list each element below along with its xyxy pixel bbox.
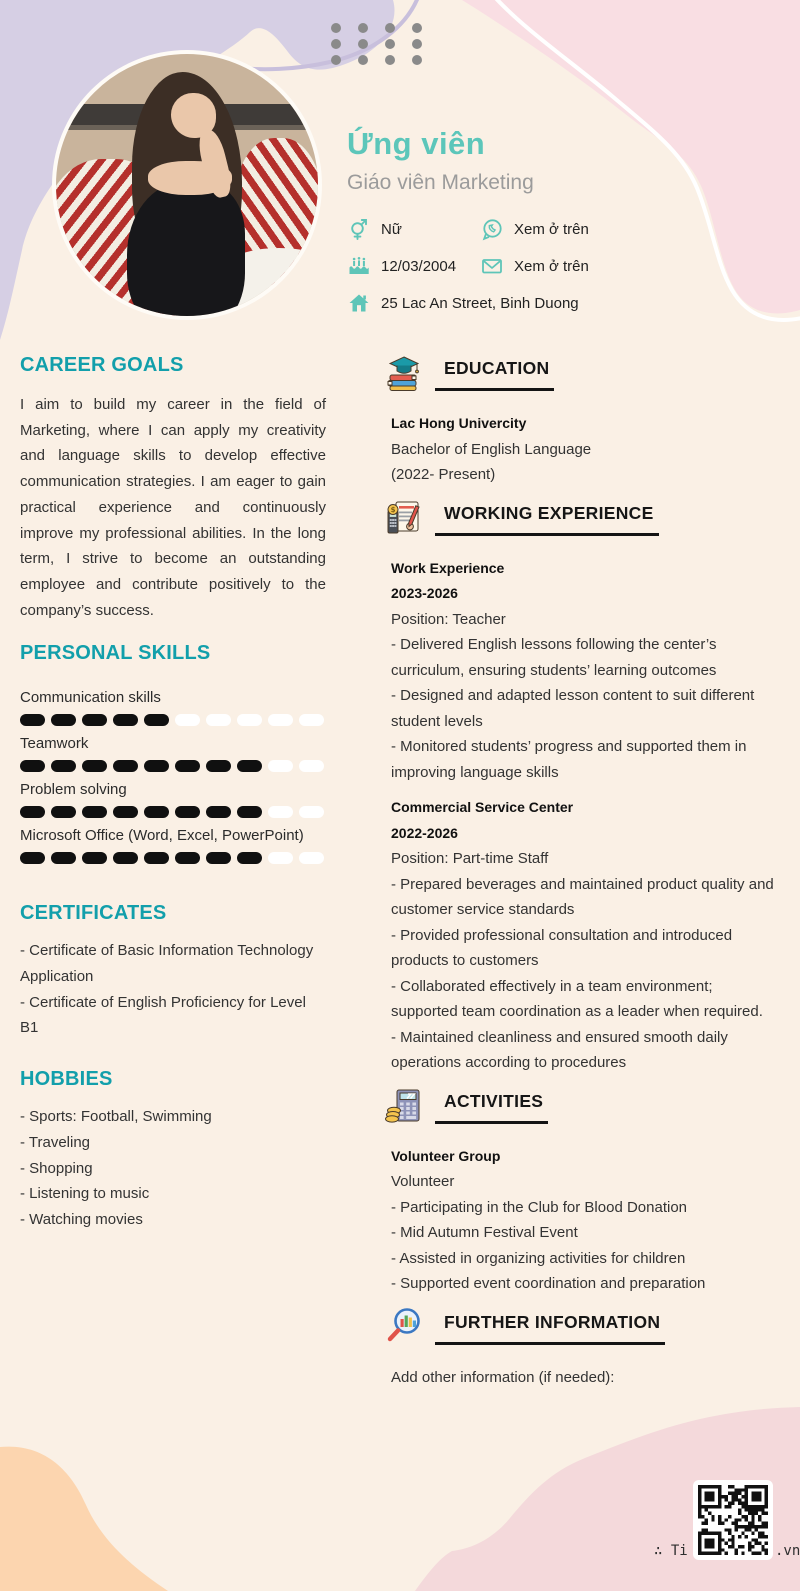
skill-pill-filled xyxy=(82,806,107,818)
photo-person-face xyxy=(171,93,216,138)
skill-level-bar xyxy=(20,714,326,726)
contact-birthday xyxy=(347,254,480,278)
decor-dot xyxy=(385,55,395,65)
activities-header xyxy=(384,1085,776,1125)
decor-dot xyxy=(385,23,395,33)
skill-label: Microsoft Office (Word, Excel, PowerPoint) xyxy=(20,827,304,845)
job-position: Position: Teacher xyxy=(391,610,506,628)
education-title: EDUCATION xyxy=(435,358,554,391)
skill-pill-empty xyxy=(237,714,262,726)
decor-dot xyxy=(358,23,368,33)
skill-level-bar xyxy=(20,806,326,818)
header xyxy=(347,126,777,315)
hobbies-list xyxy=(20,1104,326,1233)
experience-body xyxy=(391,556,776,1076)
career-goals-text: I aim to build my career in the field of Marketing, where I can apply my creativity and language skills to develop effective communication strategies. I am eager to gain practical experience and continuously improve my professional abilities. In the long term, I strive to become an outstanding employee and contribute positively to the company’s success. xyxy=(20,396,326,619)
skill-pill-filled xyxy=(144,714,169,726)
skill-pill-filled xyxy=(20,852,45,864)
job-detail: - Maintained cleanliness and ensured smooth daily operations according to procedures xyxy=(391,1028,728,1071)
candidate-role: Giáo viên Marketing xyxy=(347,171,534,194)
activities-details xyxy=(391,1195,776,1297)
skill-pill-filled xyxy=(175,760,200,772)
left-column xyxy=(20,354,326,1233)
dot-grid-decor xyxy=(331,23,422,65)
skill-pill-empty xyxy=(299,714,324,726)
skill-pill-filled xyxy=(175,806,200,818)
list-item: - Mid Autumn Festival Event xyxy=(391,1224,578,1241)
hobbies-title: HOBBIES xyxy=(20,1068,113,1091)
skill-pill-filled xyxy=(206,760,231,772)
home-icon xyxy=(347,291,371,315)
further-body xyxy=(391,1365,776,1391)
experience-header xyxy=(384,497,776,537)
experience-title: WORKING EXPERIENCE xyxy=(435,503,659,536)
skill-pill-filled xyxy=(51,760,76,772)
list-item: - Shopping xyxy=(20,1159,93,1177)
job-detail: - Prepared beverages and maintained product quality and customer service standards xyxy=(391,875,774,918)
further-title: FURTHER INFORMATION xyxy=(435,1312,665,1345)
job-entry xyxy=(391,795,776,1076)
skill-pill-empty xyxy=(268,714,293,726)
skill-pill-empty xyxy=(175,714,200,726)
skill-pill-filled xyxy=(51,714,76,726)
contact-info xyxy=(347,217,777,315)
watermark-prefix: ∴ Ti xyxy=(654,1543,688,1559)
skill-pill-filled xyxy=(51,806,76,818)
skill-item xyxy=(20,827,326,864)
job-detail: - Collaborated effectively in a team environment; supported team coordination as a leader when required. xyxy=(391,977,763,1020)
skill-pill-filled xyxy=(237,760,262,772)
skill-pill-filled xyxy=(175,852,200,864)
graduation-books-icon xyxy=(384,352,424,392)
skill-pill-filled xyxy=(51,852,76,864)
skill-pill-empty xyxy=(299,852,324,864)
list-item: - Assisted in organizing activities for children xyxy=(391,1249,686,1267)
job-detail: - Provided professional consultation and introduced products to customers xyxy=(391,926,733,969)
job-period: 2022-2026 xyxy=(391,824,458,841)
skill-pill-filled xyxy=(206,806,231,818)
gender-icon xyxy=(347,217,371,241)
skill-item xyxy=(20,735,326,772)
further-note: Add other information (if needed): xyxy=(391,1368,615,1386)
skill-pill-filled xyxy=(82,852,107,864)
skill-pill-empty xyxy=(268,760,293,772)
skill-pill-filled xyxy=(144,806,169,818)
list-item: - Traveling xyxy=(20,1133,91,1151)
svg-text:$: $ xyxy=(390,505,396,514)
birthday-value: 12/03/2004 xyxy=(381,257,457,275)
phone-value: Xem ở trên xyxy=(514,220,589,238)
education-degree: Bachelor of English Language xyxy=(391,440,592,458)
education-body xyxy=(391,411,776,488)
decor-dot xyxy=(331,23,341,33)
list-item: - Sports: Football, Swimming xyxy=(20,1108,212,1126)
profile-photo xyxy=(52,50,322,320)
certificates-title: CERTIFICATES xyxy=(20,902,167,925)
skill-pill-filled xyxy=(113,852,138,864)
list-item: - Certificate of Basic Information Technology Application xyxy=(20,942,314,986)
job-detail: - Designed and adapted lesson content to suit different student levels xyxy=(391,687,755,730)
contact-gender xyxy=(347,217,480,241)
career-goals-title: CAREER GOALS xyxy=(20,354,184,376)
peach-blob-bottom-left xyxy=(0,1447,168,1591)
skill-label: Problem solving xyxy=(20,781,127,799)
list-item: - Participating in the Club for Blood Donation xyxy=(391,1198,688,1216)
contact-phone xyxy=(480,217,777,241)
decor-dot xyxy=(412,55,422,65)
list-item: - Watching movies xyxy=(20,1210,143,1228)
education-header xyxy=(384,352,776,392)
skill-pill-empty xyxy=(206,714,231,726)
decor-dot xyxy=(358,55,368,65)
job-company: Work Experience xyxy=(391,559,505,576)
list-item: - Listening to music xyxy=(20,1185,150,1203)
education-school: Lac Hong Univercity xyxy=(391,415,527,431)
email-value: Xem ở trên xyxy=(514,257,589,275)
candidate-name: Ứng viên xyxy=(347,126,486,161)
job-detail: - Delivered English lessons following the center’s curriculum, ensuring students’ learning outcomes xyxy=(391,636,717,679)
education-period: (2022- Present) xyxy=(391,466,496,483)
watermark-suffix: .vn xyxy=(775,1543,800,1559)
decor-dot xyxy=(412,39,422,49)
skill-level-bar xyxy=(20,760,326,772)
calculator-coins-icon xyxy=(384,1085,424,1125)
skill-level-bar xyxy=(20,852,326,864)
skill-item xyxy=(20,781,326,818)
job-entry xyxy=(391,556,776,786)
contact-address xyxy=(347,291,777,315)
skill-pill-filled xyxy=(113,760,138,772)
skill-label: Teamwork xyxy=(20,735,89,753)
decor-dot xyxy=(358,39,368,49)
gender-value: Nữ xyxy=(381,220,402,238)
skill-pill-filled xyxy=(206,852,231,864)
skill-pill-filled xyxy=(20,714,45,726)
skill-pill-filled xyxy=(144,760,169,772)
skill-pill-empty xyxy=(299,806,324,818)
phone-bubble-icon xyxy=(480,217,504,241)
activities-body xyxy=(391,1144,776,1297)
contact-email xyxy=(480,254,777,278)
skill-pill-filled xyxy=(20,806,45,818)
decor-dot xyxy=(331,55,341,65)
qr-code xyxy=(693,1480,773,1560)
mail-icon xyxy=(480,254,504,278)
skill-pill-filled xyxy=(82,714,107,726)
skill-pill-empty xyxy=(268,806,293,818)
certificates-list xyxy=(20,938,326,1041)
photo-person-dress xyxy=(127,182,245,320)
decor-dot xyxy=(412,23,422,33)
job-position: Position: Part-time Staff xyxy=(391,850,549,867)
job-detail: - Monitored students’ progress and supported them in improving language skills xyxy=(391,738,747,781)
skill-pill-filled xyxy=(113,714,138,726)
job-company: Commercial Service Center xyxy=(391,799,574,815)
skill-pill-empty xyxy=(299,760,324,772)
job-period: 2023-2026 xyxy=(391,585,458,601)
right-column xyxy=(384,352,776,1404)
activities-group: Volunteer Group xyxy=(391,1147,501,1164)
list-item: - Certificate of English Proficiency for Level B1 xyxy=(20,993,306,1037)
skill-item xyxy=(20,689,326,726)
skill-pill-filled xyxy=(20,760,45,772)
personal-skills-title: PERSONAL SKILLS xyxy=(20,642,211,665)
skill-pill-filled xyxy=(144,852,169,864)
skills-list xyxy=(20,689,326,864)
skill-pill-filled xyxy=(237,852,262,864)
activities-role: Volunteer xyxy=(391,1173,455,1190)
magnifier-chart-icon xyxy=(384,1306,424,1346)
skill-pill-filled xyxy=(237,806,262,818)
birthday-cake-icon xyxy=(347,254,371,278)
decor-dot xyxy=(385,39,395,49)
decor-dot xyxy=(331,39,341,49)
skill-pill-empty xyxy=(268,852,293,864)
list-item: - Supported event coordination and preparation xyxy=(391,1275,706,1292)
skill-pill-filled xyxy=(82,760,107,772)
skill-label: Communication skills xyxy=(20,689,161,707)
activities-title: ACTIVITIES xyxy=(435,1091,548,1124)
further-header xyxy=(384,1306,776,1346)
qr-matrix xyxy=(698,1485,768,1555)
address-value: 25 Lac An Street, Binh Duong xyxy=(381,294,579,312)
skill-pill-filled xyxy=(113,806,138,818)
document-pencil-icon xyxy=(384,497,424,537)
